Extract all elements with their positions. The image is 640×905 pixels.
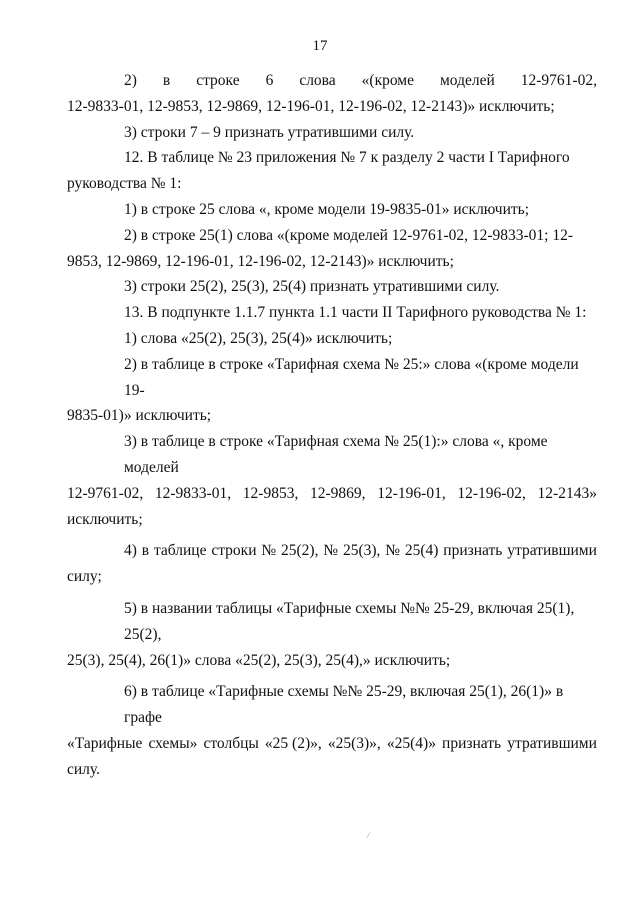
word: утратившими [507,734,597,752]
item-12-sub-2-line-2: 9853, 12-9869, 12-196-01, 12-196-02, 12-2143)» исключить; [67,252,454,270]
scan-mark [367,832,371,838]
item-12-3: 3) строки 7 – 9 признать утратившими силу. [124,123,415,141]
word: «Тарифные [67,734,143,752]
item-12-heading-line-1: 12. В таблице № 23 приложения № 7 к разделу 2 части I Тарифного [124,149,570,167]
word: строки [211,542,257,560]
item-13-sub-2-line-1: 2) в таблице в строке «Тарифная схема № 25:» слова «(кроме модели 19- [124,355,579,399]
word: «25 (2)», [264,734,322,752]
word: 2) [124,72,137,89]
item-13-sub-5-line-1: 5) в названии таблицы «Тарифные схемы №№ 25-29, включая 25(1), 25(2), [124,599,575,643]
item-12-2-line-1 [67,68,597,94]
item-13-sub-6-line-3: силу. [67,760,100,778]
item-12-sub-1: 1) в строке 25 слова «, кроме модели 19-9835-01» исключить; [124,200,530,218]
word: схемы» [148,734,198,752]
word: № [323,542,339,560]
word: 12-9833-01, [154,484,232,502]
word: № [261,542,277,560]
word: 12-9853, [242,484,299,502]
item-12-sub-2-line-1: 2) в строке 25(1) слова «(кроме моделей 12-9761-02, 12-9833-01; 12- [124,226,574,244]
document-body [67,68,597,783]
word: № [385,542,401,560]
word: 12-196-02, [457,484,526,502]
word: утратившими [507,542,597,560]
item-12-2-line-2: 12-9833-01, 12-9853, 12-9869, 12-196-01, 12-196-02, 12-2143)» исключить; [67,97,555,115]
word: 12-9761-02, [520,72,597,89]
item-13-sub-3-line-3: исключить; [67,510,143,528]
item-12-sub-3: 3) строки 25(2), 25(3), 25(4) признать утратившими силу. [124,278,500,296]
word: 4) [124,542,137,560]
item-13-heading: 13. В подпункте 1.1.7 пункта 1.1 части II Тарифного руководства № 1: [124,304,587,322]
item-13-sub-3-line-2 [67,481,597,507]
word: в [141,542,150,560]
item-13-sub-6-line-2 [67,731,597,757]
word: слова [299,72,336,89]
word: моделей [439,72,495,89]
word: 12-9761-02, [67,484,144,502]
word: 25(4) [404,542,439,560]
item-13-sub-3-line-1: 3) в таблице в строке «Тарифная схема № 25(1):» слова «, кроме моделей [124,433,548,476]
word: «25(4)» [386,734,436,752]
word: 6 [265,72,274,89]
word: 12-9869, [310,484,366,502]
word: строке [196,72,240,89]
word: столбцы [203,734,259,752]
item-13-sub-5-line-2: 25(3), 25(4), 26(1)» слова «25(2), 25(3), 25(4),» исключить; [67,651,451,669]
word: «25(3)», [327,734,381,752]
word: «(кроме [361,72,414,89]
word: 25(2), [281,542,319,560]
item-12-heading-line-2: руководства № 1: [67,175,182,193]
word: 12-196-01, [377,484,446,502]
word: признать [442,734,502,752]
word: таблице [153,542,207,560]
page-number: 17 [312,38,328,54]
word: признать [443,542,503,560]
word: 25(3), [342,542,381,560]
item-13-sub-1: 1) слова «25(2), 25(3), 25(4)» исключить; [124,329,393,347]
item-13-sub-4-line-2: силу; [67,568,102,586]
item-13-sub-4-line-1 [67,538,597,564]
word: 12-2143» [537,484,597,502]
word: в [162,72,171,89]
item-13-sub-6-line-1: 6) в таблице «Тарифные схемы №№ 25-29, включая 25(1), 26(1)» в графе [124,683,564,727]
item-13-sub-2-line-2: 9835-01)» исключить; [67,407,212,425]
